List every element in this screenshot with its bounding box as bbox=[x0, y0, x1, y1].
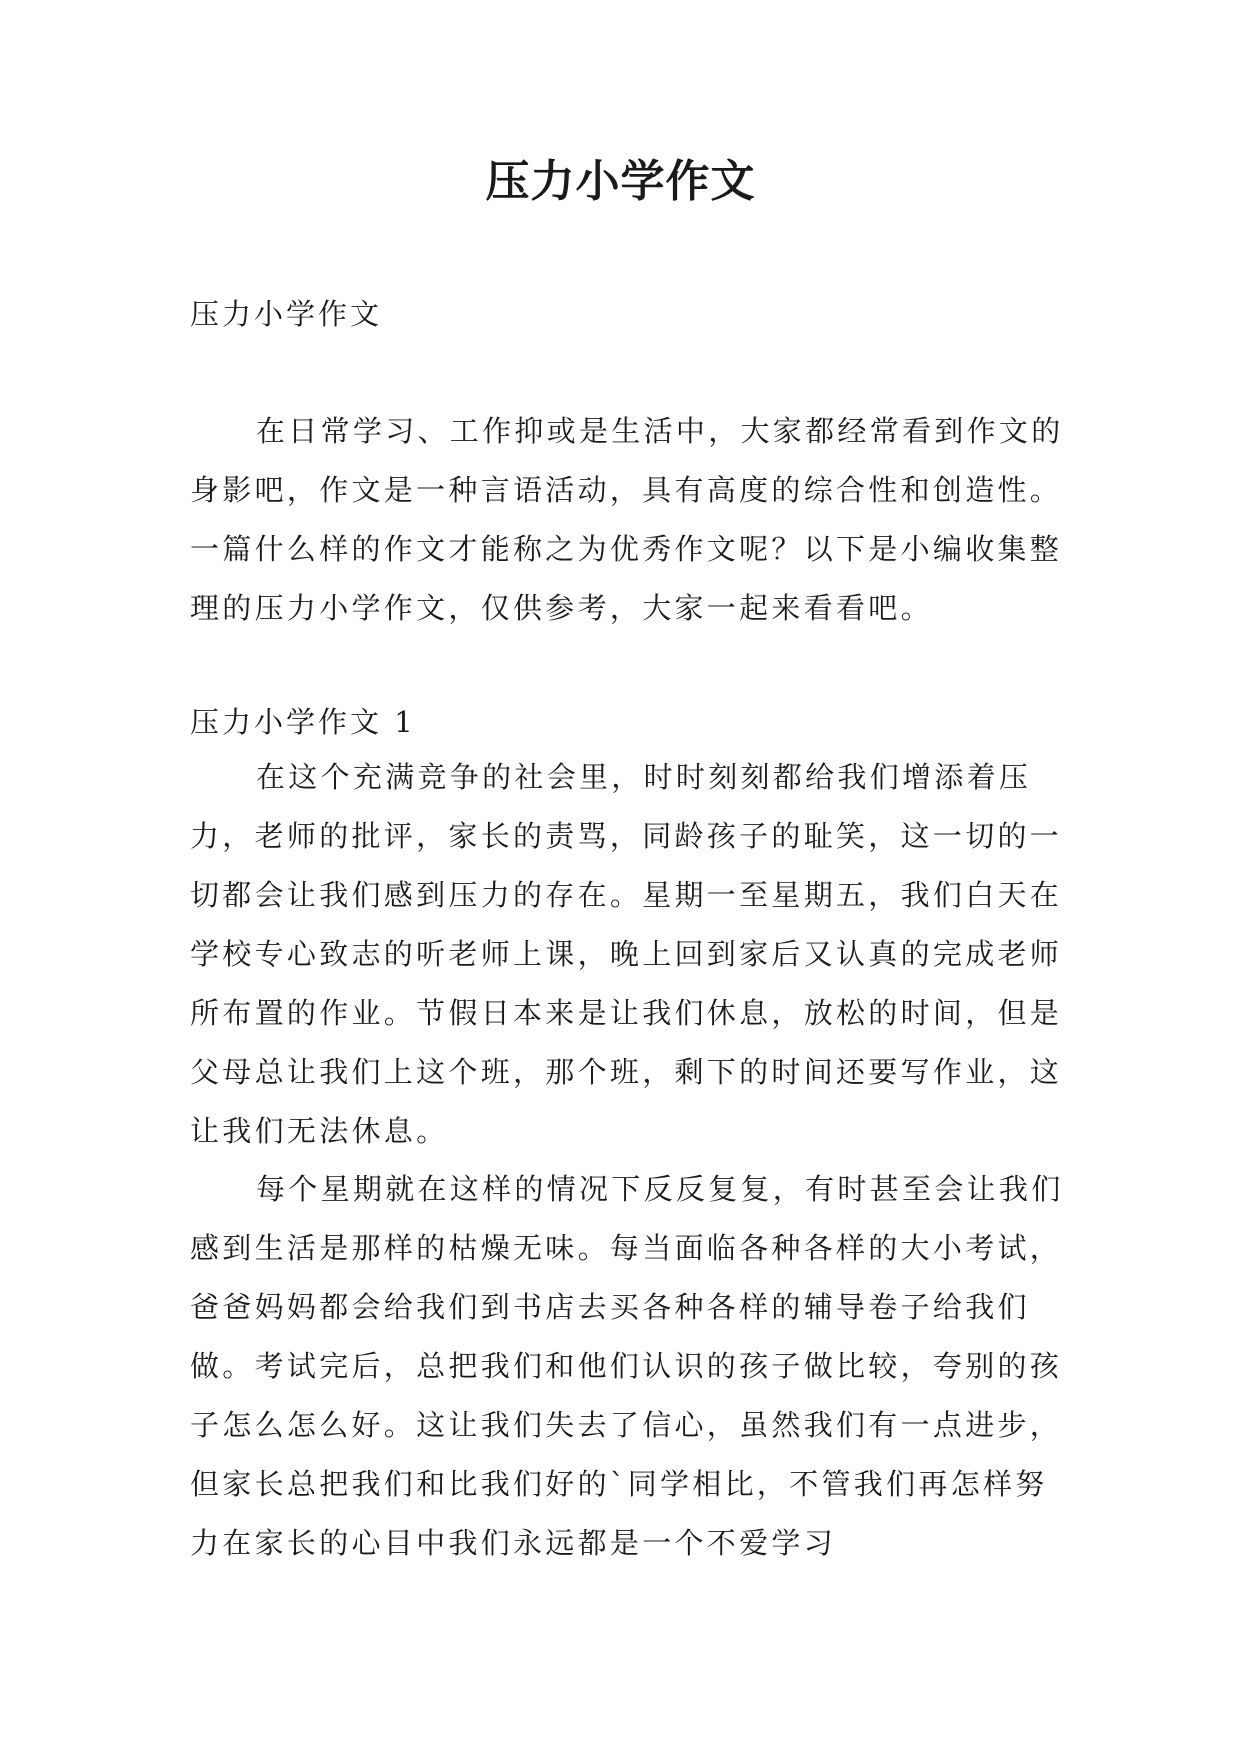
document-subtitle: 压力小学作文 bbox=[190, 297, 383, 331]
section-heading: 压力小学作文 1 bbox=[190, 705, 416, 739]
intro-paragraph: 在日常学习、工作抑或是生活中，大家都经常看到作文的身影吧，作文是一种言语活动，具有高度的综合性和创造性。一篇什么样的作文才能称之为优秀作文呢？以下是小编收集整理的压力小学作文，仅供参考，大家一起来看看吧。 bbox=[190, 414, 1064, 625]
body-paragraph-2: 每个星期就在这样的情况下反反复复，有时甚至会让我们感到生活是那样的枯燥无味。每当面临各种各样的大小考试，爸爸妈妈都会给我们到书店去买各种各样的辅导卷子给我们做。考试完后，总把我们和他们认识的孩子做比较，夸别的孩子怎么怎么好。这让我们失去了信心，虽然我们有一点进步，但家长总把我们和比我们好的`同学相比，不管我们再怎样努力在家长的心目中我们永远都是一个不爱学习 bbox=[190, 1172, 1064, 1560]
document-title: 压力小学作文 bbox=[485, 156, 756, 207]
body-paragraph-1: 在这个充满竞争的社会里，时时刻刻都给我们增添着压力，老师的批评，家长的责骂，同龄孩子的耻笑，这一切的一切都会让我们感到压力的存在。星期一至星期五，我们白天在学校专心致志的听老师上课，晚上回到家后又认真的完成老师所布置的作业。节假日本来是让我们休息，放松的时间，但是父母总让我们上这个班，那个班，剩下的时间还要写作业，这让我们无法休息。 bbox=[190, 760, 1063, 1148]
